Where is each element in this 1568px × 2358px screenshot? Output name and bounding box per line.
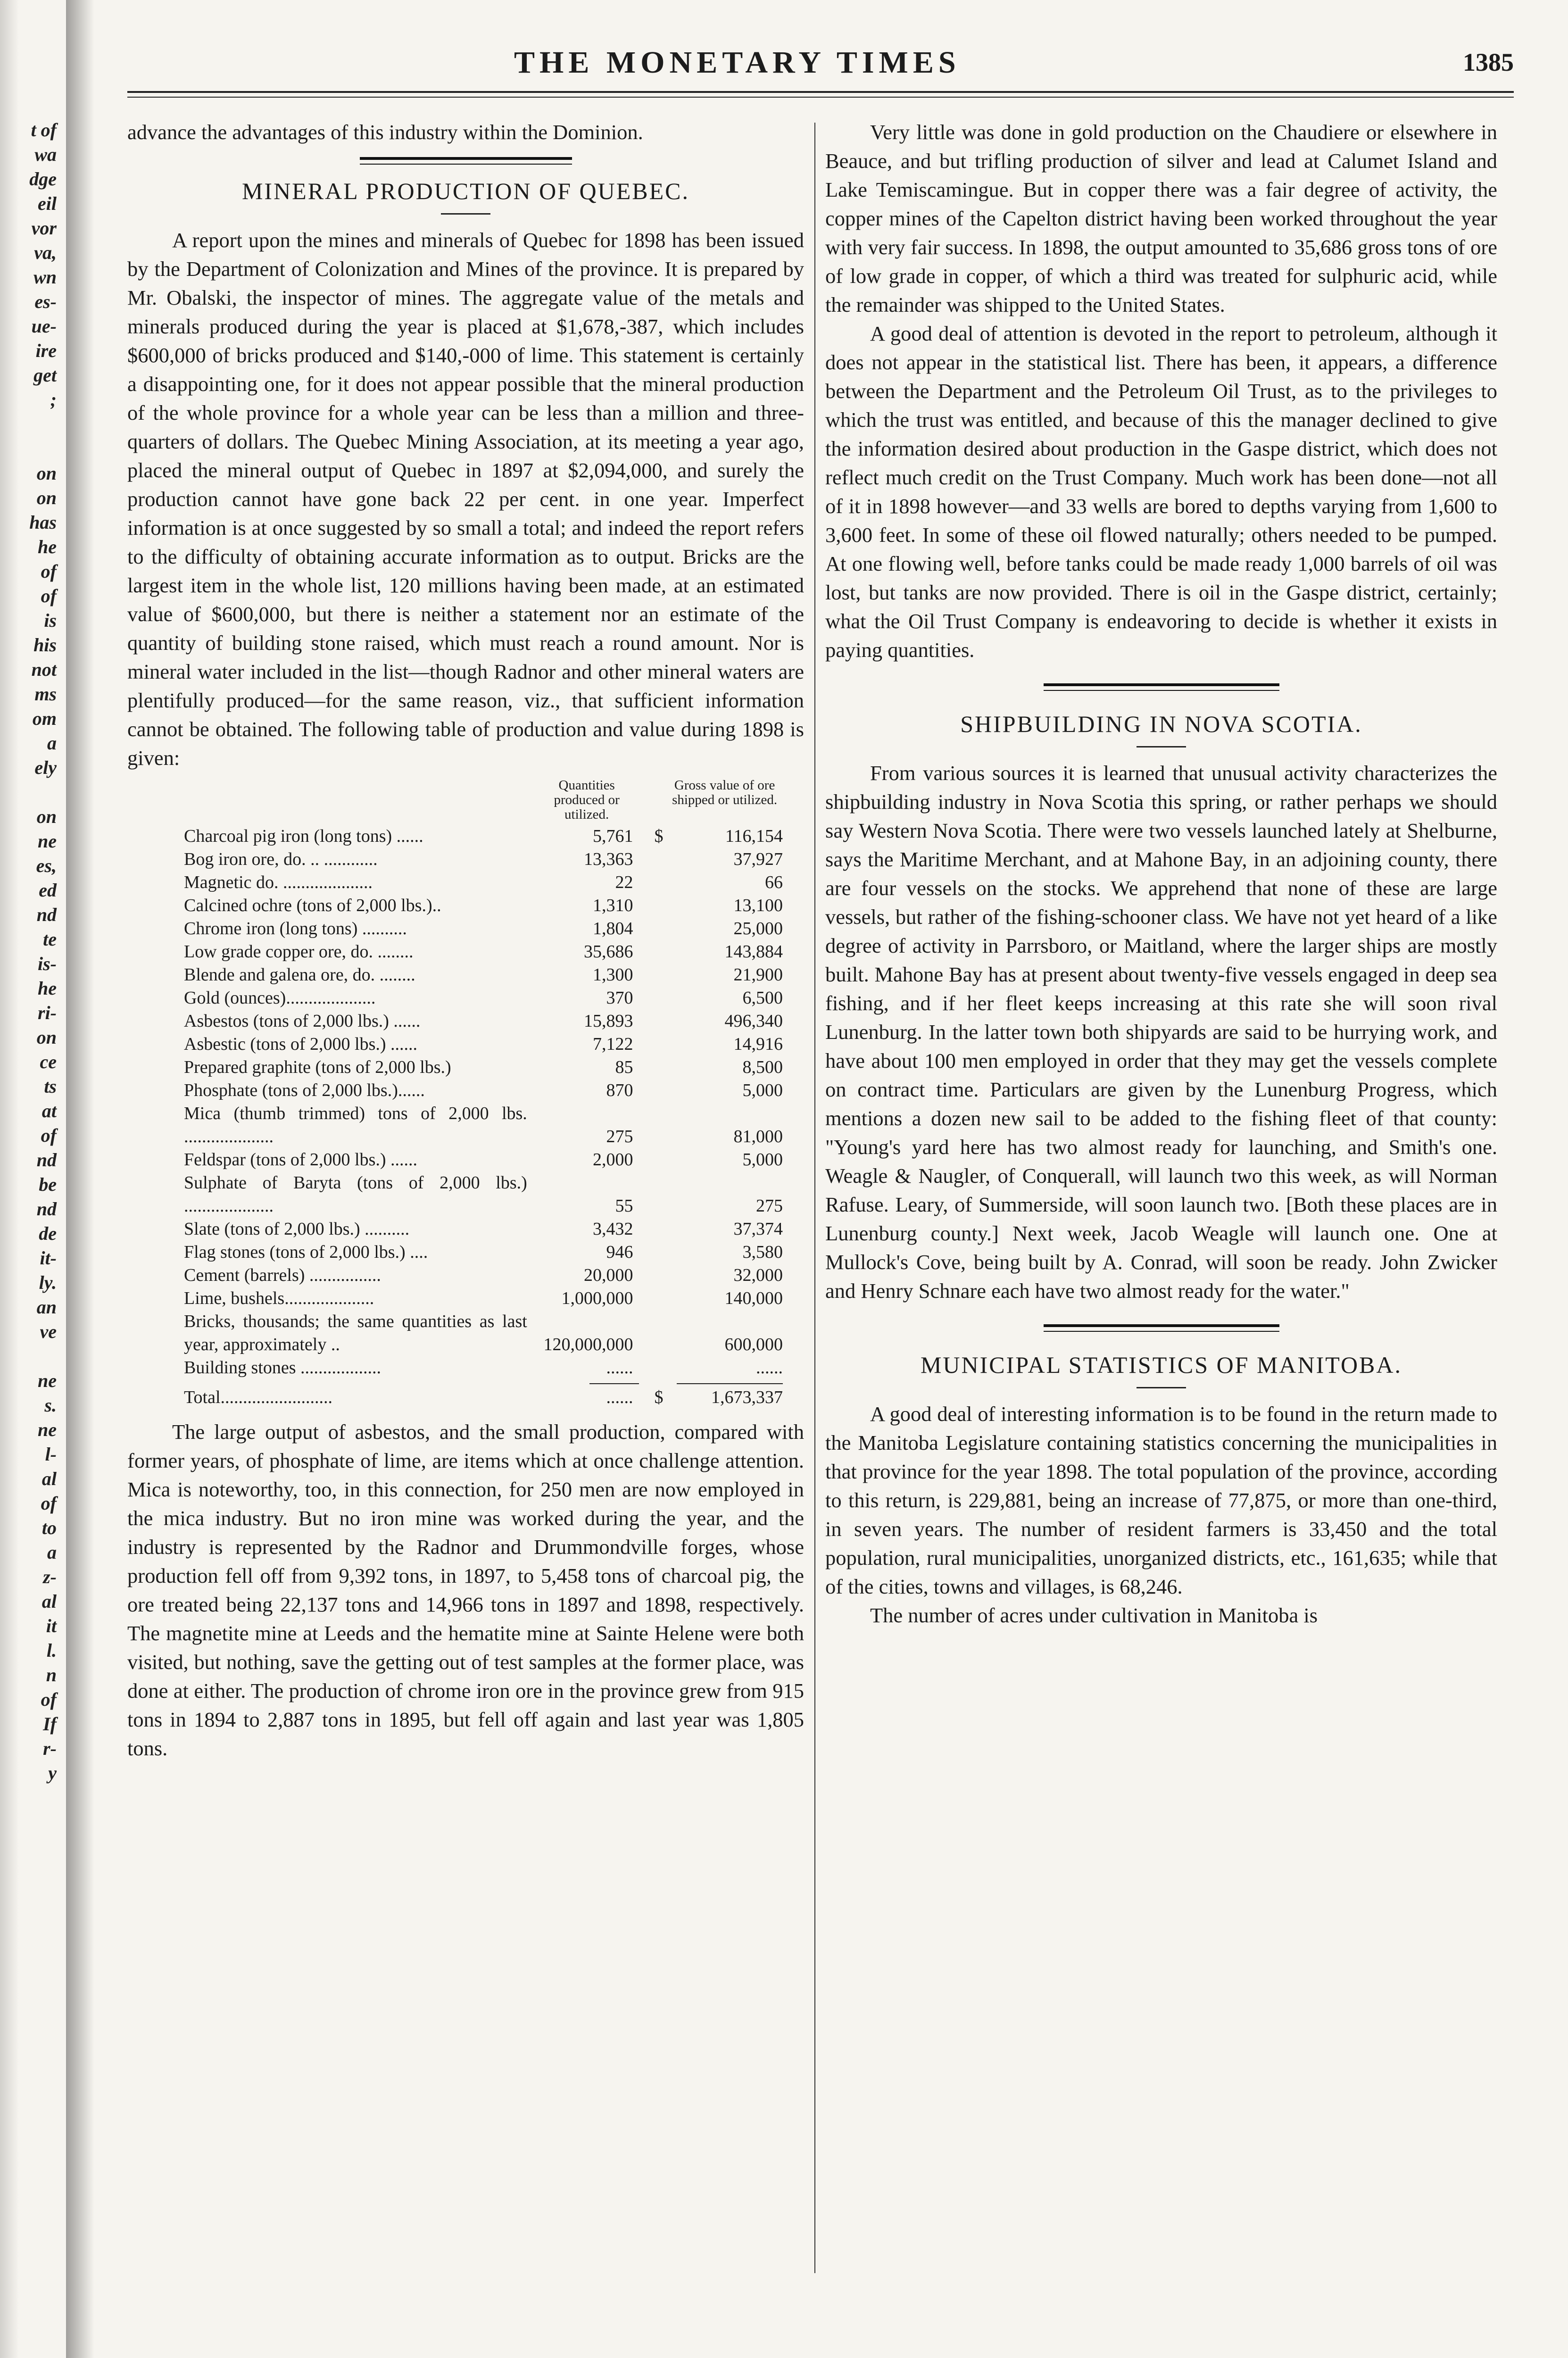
masthead-rule [127, 91, 1514, 93]
right-column [825, 118, 1497, 1630]
gutter-shadow [66, 0, 94, 2358]
article-paragraph: A good deal of attention is devoted in the report to petroleum, although it does not appear in the statistical list. There has been, it appears, a difference between the Department and the Petroleum Oil Trust, as to the privileges to which the trust was entitled, and because of this the manager declined to give the information desired about production in the Gaspe district, which does not reflect much credit on the Trust Company. Much work has been done—not all of it in 1898 however—and 33 wells are bored to depths varying from 1,600 to 3,600 feet. In some of these oil flowed naturally; others needed to be pumped. At one flowing well, before tanks could be made ready 1,000 barrels of oil was lost, but tanks are now provided. There is oil in the Gaspe district, certainly; what the Oil Trust Company is endeavoring to decide is whether it exists in paying quantities. [825, 322, 1497, 662]
table-row [184, 1102, 783, 1148]
row-value: 37,374 [733, 1219, 783, 1239]
continued-paragraph: advance the advantages of this industry within the Dominion. [127, 120, 643, 144]
bleed-fragment: ne [38, 1370, 57, 1391]
bleed-fragment: es- [34, 291, 57, 312]
masthead-title: THE MONETARY TIMES [514, 45, 961, 80]
bleed-fragment: z- [43, 1566, 57, 1587]
masthead [127, 45, 1514, 92]
table-row [184, 1356, 783, 1379]
bleed-fragment: n [46, 1664, 57, 1685]
column-header-value: Gross value of ore shipped or utilized. [672, 778, 778, 807]
bleed-fragment: If [43, 1713, 57, 1735]
row-value: $ 116,154 [654, 826, 783, 846]
row-value: 5,000 [742, 1080, 783, 1100]
row-label: Flag stones (tons of 2,000 lbs.) .... [184, 1242, 428, 1262]
bleed-fragment: eil [38, 193, 57, 214]
row-quantity: ...... [606, 1358, 633, 1378]
row-label: Cement (barrels) ................ [184, 1265, 381, 1285]
table-row [184, 1264, 783, 1287]
bleed-fragment: on [36, 806, 57, 827]
row-quantity: 120,000,000 [543, 1335, 633, 1354]
row-quantity: 5,761 [593, 826, 633, 846]
bleed-fragment: nd [36, 1149, 57, 1171]
bleed-fragment: ; [50, 389, 57, 410]
bleed-fragment: nd [36, 1198, 57, 1220]
bleed-fragment: ire [35, 340, 57, 361]
row-quantity: 370 [606, 988, 633, 1008]
bleed-fragment: his [33, 634, 57, 656]
row-label: Prepared graphite (tons of 2,000 lbs.) [184, 1057, 451, 1077]
column-divider [814, 123, 815, 2273]
table-row [184, 1241, 783, 1264]
row-quantity: 2,000 [593, 1150, 633, 1170]
row-label: Sulphate of Baryta (tons of 2,000 lbs.) .................... [184, 1173, 527, 1216]
row-quantity: 275 [606, 1127, 633, 1146]
row-value: 143,884 [724, 942, 783, 962]
row-value: 8,500 [742, 1057, 783, 1077]
table-row [184, 848, 783, 871]
bleed-fragment: ly. [39, 1272, 57, 1293]
row-quantity: 1,000,000 [561, 1288, 633, 1308]
bleed-fragment: ce [40, 1051, 57, 1072]
bleed-fragment: vor [31, 217, 57, 239]
row-value: 66 [765, 872, 783, 892]
row-label: Bricks, thousands; the same quantities as last year, approximately .. [184, 1312, 527, 1354]
margin-bleed [0, 118, 66, 2146]
row-value: 140,000 [724, 1288, 783, 1308]
row-label: Chrome iron (long tons) .......... [184, 919, 407, 938]
row-quantity: 13,363 [584, 849, 633, 869]
table-row [184, 963, 783, 987]
row-quantity: 870 [606, 1080, 633, 1100]
table-header [184, 778, 783, 822]
bleed-fragment: ely [34, 757, 57, 778]
left-column [127, 118, 804, 1763]
bleed-fragment: on [36, 487, 57, 508]
table-row [184, 1056, 783, 1079]
table-body [184, 825, 783, 1379]
article-paragraph: From various sources it is learned that unusual activity characterizes the shipbuilding industry in Nova Scotia this spring, or rather perhaps we should say Western Nova Scotia. There were two vessels launched lately at Shelburne, says the Maritime Merchant, and at Mahone Bay, in an adjoining county, there are four vessels on the stocks. We apprehend that none of these are large vessels, but rather of the fishing-schooner class. We have not yet heard of a like degree of activity in Parrsboro, or Maitland, where the larger ships are mostly built. Mahone Bay has at present about twenty-five vessels engaged in deep sea fishing, and if her fleet keeps increasing at this rate she will soon rival Lunenburg. In the latter town both shipyards are said to be hurrying work, and have about 100 men employed in order that they may get the vessels complete on contract time. Particulars are given by the Lunenburg Progress, which mentions a dozen new sail to be added to the fishing fleet of that county: "Young's yard here has two almost ready for launching, and Smith's one. Weagle & Naugler, of Conquerall, will launch two this week, as will Norman Rafuse. Leary, of Summerside, will soon launch two. [Both these places are in Lunenburg county.] Next week, Jacob Weagle will launch one. One at Mullock's Cove, being built by A. Conrad, will soon be ready. John Zwicker and Henry Schnare each have two almost ready for the water." [825, 761, 1497, 1303]
row-quantity: 1,804 [593, 919, 633, 938]
bleed-fragment: s. [44, 1395, 57, 1416]
row-value: 32,000 [733, 1265, 783, 1285]
row-label: Gold (ounces).................... [184, 988, 376, 1008]
row-label: Slate (tons of 2,000 lbs.) .......... [184, 1219, 410, 1239]
table-row [184, 871, 783, 894]
bleed-fragment: de [39, 1223, 57, 1244]
table-row [184, 1310, 783, 1356]
row-label: Phosphate (tons of 2,000 lbs.)...... [184, 1080, 425, 1100]
table-row [184, 1287, 783, 1310]
article-paragraph: A good deal of interesting information is to be found in the return made to the Manitoba Legislature containing statistics concerning the municipalities in that province for the year 1898. The total population of the province, according to this return, is 229,881, being an increase of 77,875, or more than one-third, in seven years. The number of resident farmers is 33,450 and the total population, rural municipalities, unorganized districts, etc., 161,635; while that of the cities, towns and villages, is 68,246. [825, 1402, 1497, 1598]
bleed-fragment: of [41, 1689, 57, 1710]
table-row [184, 1171, 783, 1218]
bleed-fragment: l. [46, 1640, 57, 1661]
bleed-fragment: get [33, 365, 57, 386]
bleed-fragment: at [41, 1100, 57, 1121]
row-quantity: 1,300 [593, 965, 633, 985]
section-separator [1044, 1324, 1279, 1332]
masthead-rule-thin [127, 97, 1514, 98]
article-headline-manitoba: MUNICIPAL STATISTICS OF MANITOBA. [920, 1352, 1402, 1378]
row-quantity: 85 [615, 1057, 633, 1077]
table-row [184, 825, 783, 848]
total-rule [184, 1383, 783, 1384]
bleed-fragment: of [41, 1125, 57, 1146]
bleed-fragment [0, 780, 66, 805]
row-quantity: 946 [606, 1242, 633, 1262]
row-value: 25,000 [733, 919, 783, 938]
row-label: Lime, bushels.................... [184, 1288, 374, 1308]
row-quantity: 55 [615, 1196, 633, 1216]
bleed-fragment: ts [44, 1076, 57, 1097]
article-headline-shipbuilding: SHIPBUILDING IN NOVA SCOTIA. [960, 711, 1362, 737]
row-label: Magnetic do. .................... [184, 872, 373, 892]
column-header-quantity: Quantities produced or utilized. [554, 778, 620, 822]
row-value: 496,340 [724, 1011, 783, 1031]
row-label: Blende and galena ore, do. ........ [184, 965, 415, 985]
bleed-fragment: ed [39, 880, 57, 901]
bleed-fragment: te [43, 929, 57, 950]
table-row [184, 987, 783, 1010]
bleed-fragment: ri- [38, 1002, 57, 1023]
article-paragraph: The large output of asbestos, and the small production, compared with former years, of phosphate of lime, are items which at once challenge attention. Mica is noteworthy, too, in this connection, for 250 men are now employed in the mica industry. But no iron mine was worked during the year, and the industry is represented by the Radnor and Drummondville forges, whose production fell off from 9,392 tons, in 1897, to 5,458 tons of charcoal pig, the ore treated being 22,137 tons and 14,966 tons in 1897 and 1898, respectively. The magnetite mine at Leeds and the hematite mine at Sainte Helene were both visited, but nothing, save the getting out of test samples at the former place, was done at either. The production of chrome iron ore in the province grew from 915 tons in 1894 to 2,887 tons in 1895, but fell off again and last year was 1,805 tons. [127, 1420, 804, 1760]
table-row [184, 1218, 783, 1241]
row-value: 6,500 [742, 988, 783, 1008]
bleed-fragment [0, 1344, 66, 1369]
bleed-fragment: om [32, 708, 57, 729]
bleed-fragment: ms [34, 683, 57, 705]
bleed-fragment: nd [36, 904, 57, 925]
article-paragraph: A report upon the mines and minerals of Quebec for 1898 has been issued by the Department of Colonization and Mines of the province. It is prepared by Mr. Obalski, the inspector of mines. The aggregate value of the metals and minerals produced during the year is placed at $1,678,-387, which includes $600,000 of bricks produced and $140,-000 of lime. This statement is certainly a disappointing one, for it does not appear possible that the mineral production of the whole province for a whole year can be less than a million and three-quarters of dollars. The Quebec Mining Association, at its meeting a year ago, placed the mineral output of Quebec in 1897 at $2,094,000, and surely the production cannot have gone back 22 per cent. in one year. Imperfect information is at once suggested by so small a total; and indeed the report refers to the difficulty of obtaining accurate information as to output. Bricks are the largest item in the whole list, 120 millions having been made, at an estimated value of $600,000, but there is neither a statement nor an estimate of the quantity of building stone raised, which must reach a round amount. Nor is mineral water included in the list—though Radnor and other mineral waters are plentifully produced—for the same reason, viz., that sufficient information cannot be obtained. The following table of production and value during 1898 is given: [127, 228, 804, 770]
bleed-fragment: be [39, 1174, 57, 1195]
bleed-fragment: of [41, 585, 57, 606]
row-quantity: 1,310 [593, 896, 633, 915]
row-label: Calcined ochre (tons of 2,000 lbs.).. [184, 896, 441, 915]
bleed-fragment: on [36, 463, 57, 484]
row-quantity: 7,122 [593, 1034, 633, 1054]
row-label: Building stones .................. [184, 1358, 382, 1378]
row-label: Mica (thumb trimmed) tons of 2,000 lbs. .................... [184, 1104, 527, 1146]
bleed-fragment: on [36, 1027, 57, 1048]
article-paragraph: Very little was done in gold production on the Chaudiere or elsewhere in Beauce, and but trifling production of silver and lead at Calumet Island and Lake Temiscamingue. But in copper there was a fair degree of activity, the copper mines of the Capelton district having been worked throughout the year with very fair success. In 1898, the output amounted to 35,686 gross tons of ore of low grade in copper, of which a third was treated for sulphuric acid, while the remainder was shipped to the United States. [825, 120, 1497, 316]
headline-rule [1137, 746, 1186, 747]
table-total-row [184, 1386, 783, 1409]
table-row [184, 1079, 783, 1102]
page-number: 1385 [1463, 48, 1514, 76]
table-row [184, 940, 783, 963]
bleed-fragment: ve [40, 1321, 57, 1342]
total-label: Total......................... [184, 1387, 333, 1407]
row-quantity: 15,893 [584, 1011, 633, 1031]
row-quantity: 22 [615, 872, 633, 892]
article-headline-quebec: MINERAL PRODUCTION OF QUEBEC. [241, 178, 690, 204]
bleed-fragment: a [47, 732, 57, 754]
bleed-fragment: al [41, 1468, 57, 1489]
bleed-fragment: is- [38, 953, 57, 974]
bleed-fragment [0, 437, 66, 461]
bleed-fragment: a [47, 1542, 57, 1563]
bleed-fragment: it- [40, 1247, 57, 1269]
bleed-fragment: ne [38, 830, 57, 852]
bleed-fragment: ne [38, 1419, 57, 1440]
row-label: Low grade copper ore, do. ........ [184, 942, 414, 962]
bleed-fragment: va, [34, 242, 57, 263]
row-quantity: 3,432 [593, 1219, 633, 1239]
row-value: 600,000 [724, 1335, 783, 1354]
section-separator [360, 157, 572, 165]
bleed-fragment: not [31, 659, 57, 680]
bleed-fragment: y [48, 1762, 57, 1784]
bleed-fragment: wa [34, 144, 57, 165]
row-value: ...... [756, 1358, 783, 1378]
bleed-fragment: he [38, 536, 57, 557]
table-row [184, 917, 783, 940]
headline-rule [1137, 1387, 1186, 1388]
headline-rule [441, 213, 490, 215]
row-value: 21,900 [733, 965, 783, 985]
bleed-fragment: es, [36, 855, 57, 876]
bleed-fragment: has [29, 512, 57, 533]
row-quantity: 20,000 [584, 1265, 633, 1285]
table-row [184, 894, 783, 917]
row-value: 13,100 [733, 896, 783, 915]
bleed-fragment: it [46, 1615, 57, 1636]
bleed-fragment [0, 412, 66, 437]
production-table [184, 778, 783, 1409]
table-row [184, 1148, 783, 1171]
bleed-fragment: t of [31, 119, 57, 141]
row-label: Feldspar (tons of 2,000 lbs.) ...... [184, 1150, 418, 1170]
bleed-fragment: to [41, 1517, 57, 1538]
total-quantity: ...... [606, 1387, 633, 1407]
bleed-fragment: of [41, 1493, 57, 1514]
section-separator [1044, 683, 1279, 691]
row-label: Asbestos (tons of 2,000 lbs.) ...... [184, 1011, 421, 1031]
bleed-fragment: of [41, 561, 57, 582]
row-value: 37,927 [733, 849, 783, 869]
bleed-fragment: ue- [31, 316, 57, 337]
bleed-fragment: al [41, 1591, 57, 1612]
row-quantity: 35,686 [584, 942, 633, 962]
row-value: 3,580 [742, 1242, 783, 1262]
row-label: Asbestic (tons of 2,000 lbs.) ...... [184, 1034, 418, 1054]
bleed-fragment: r- [43, 1738, 57, 1759]
row-value: 5,000 [742, 1150, 783, 1170]
row-value: 275 [756, 1196, 783, 1216]
table-row [184, 1033, 783, 1056]
bleed-fragment: wn [33, 266, 57, 288]
row-label: Charcoal pig iron (long tons) ...... [184, 826, 423, 846]
row-label: Bog iron ore, do. .. ............ [184, 849, 378, 869]
bleed-fragment: is [44, 610, 57, 631]
article-paragraph: The number of acres under cultivation in Manitoba is [870, 1603, 1318, 1627]
row-value: 81,000 [733, 1127, 783, 1146]
bleed-fragment: he [38, 978, 57, 999]
row-value: 14,916 [733, 1034, 783, 1054]
bleed-fragment: an [36, 1296, 57, 1318]
bleed-fragment: dge [29, 168, 57, 190]
total-value: $ 1,673,337 [654, 1387, 783, 1407]
bleed-fragment: l- [45, 1444, 57, 1465]
table-row [184, 1010, 783, 1033]
